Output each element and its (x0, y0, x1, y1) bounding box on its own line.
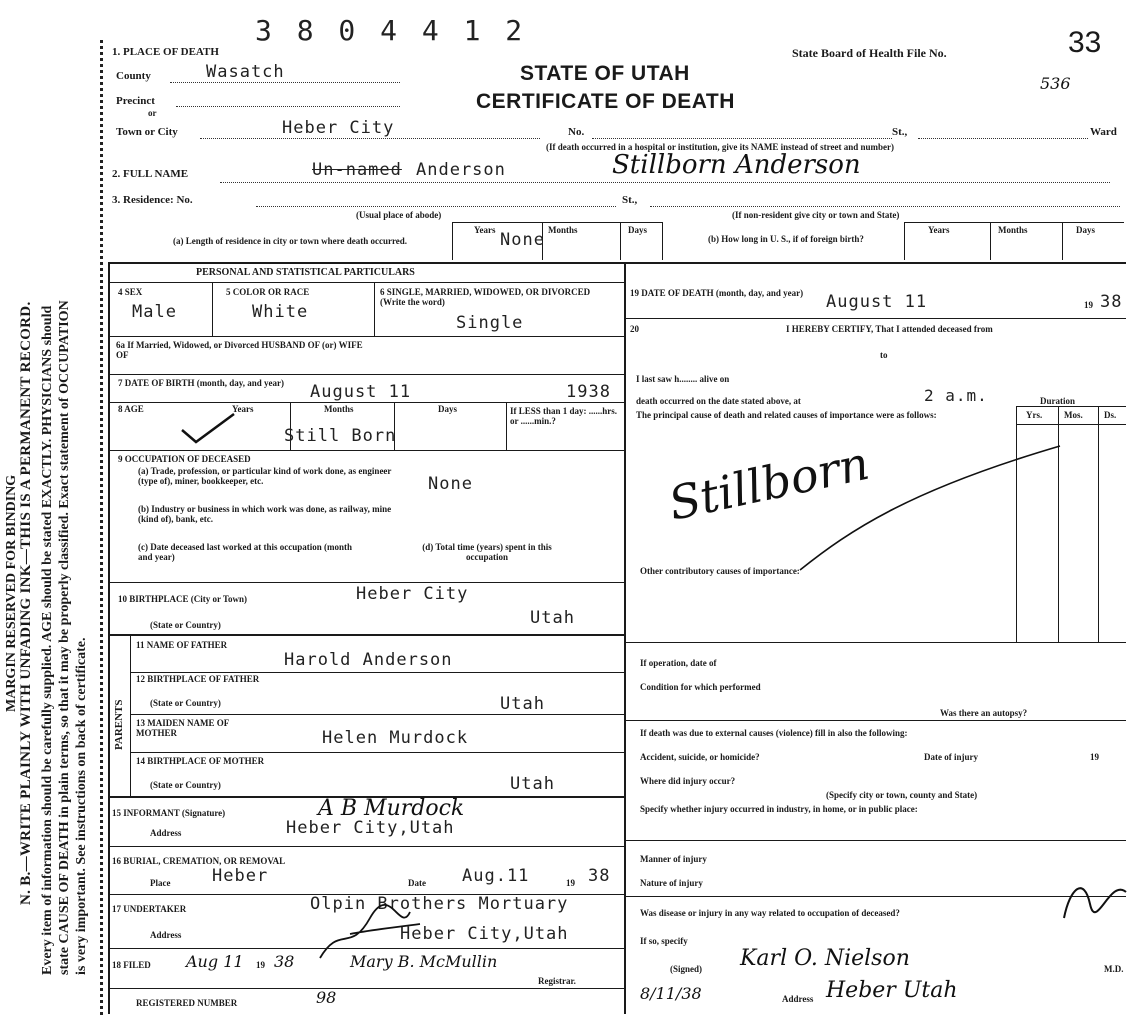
date-injury-label: Date of injury (924, 752, 978, 762)
certify-text: I HEREBY CERTIFY, That I attended deceased from (786, 324, 993, 334)
operation-label: If operation, date of (640, 658, 717, 668)
main-grid-top (108, 262, 1126, 264)
father-bp-state-label: (State or Country) (150, 698, 221, 708)
burial-date: Aug.11 (462, 866, 530, 886)
physician-address-label: Address (782, 994, 814, 1004)
specify-where-label: Specify whether injury occurred in industry, in home, or in public place: (640, 804, 918, 814)
age-years-hdr: Years (232, 404, 254, 414)
signed-label: (Signed) (670, 964, 703, 974)
regnum-label: REGISTERED NUMBER (136, 998, 238, 1008)
parents-label: PARENTS (113, 699, 125, 750)
marital-value: Single (456, 313, 524, 333)
occupation-value: None (428, 474, 473, 494)
manner-label: Manner of injury (640, 854, 707, 864)
place-of-death-label: 1. PLACE OF DEATH (112, 46, 219, 58)
occupation-d-label: (d) Total time (years) spent in this occupation (422, 542, 552, 562)
registrar-signature: Mary B. McMullin (350, 952, 498, 971)
md-label: M.D. (1104, 964, 1124, 974)
regnum-value: 98 (316, 988, 337, 1007)
us-length-label: (b) How long in U. S., if of foreign birth? (708, 234, 864, 244)
birthplace-label: 10 BIRTHPLACE (City or Town) (118, 594, 248, 604)
undertaker-label: 17 UNDERTAKER (112, 904, 187, 914)
physician-address: Heber Utah (826, 978, 958, 1003)
margin-binding-note: MARGIN RESERVED FOR BINDING (4, 474, 19, 712)
filed-label: 18 FILED (112, 960, 151, 970)
nature-label: Nature of injury (640, 878, 703, 888)
certify-number: 20 (630, 324, 639, 334)
father-label: 11 NAME OF FATHER (136, 640, 228, 650)
name-struck: Un-named (312, 160, 402, 180)
length-value: None (500, 230, 545, 250)
mother-label: 13 MAIDEN NAME OF MOTHER (136, 718, 229, 738)
certify-to-label: to (880, 350, 888, 360)
last-saw-text: I last saw h........ alive on (636, 374, 730, 384)
us-days-hdr: Days (1076, 225, 1096, 235)
age-label: 8 AGE (118, 404, 144, 414)
file-no-label: State Board of Health File No. (792, 46, 947, 60)
external-causes-label: If death was due to external causes (violence) fill in also the following: (640, 728, 908, 738)
sign-date: 8/11/38 (640, 984, 702, 1003)
us-years-hdr: Years (928, 225, 950, 235)
burial-label: 16 BURIAL, CREMATION, OR REMOVAL (112, 856, 286, 866)
occupation-a-label: (a) Trade, profession, or particular kind of work done, as engineer (type of), miner, bookkeeper, etc. (138, 466, 392, 486)
margin-permanent-note: N. B.—WRITE PLAINLY WITH UNFADING INK—THIS IS A PERMANENT RECORD. (18, 301, 34, 905)
father-bp-value: Utah (500, 694, 545, 714)
undertaker-address-label: Address (150, 930, 182, 940)
margin-instruction-2: state CAUSE OF DEATH in plain terms, so that it may be properly classified. Exact statement of OCCUPATION (57, 300, 72, 975)
birthplace-state: Utah (530, 608, 575, 628)
dob-value: August 11 (310, 382, 412, 402)
birthplace-city: Heber City (356, 584, 469, 604)
cause-strike-line (790, 440, 1070, 580)
hospital-note: (If death occurred in a hospital or institution, give its NAME instead of street and number) (546, 142, 895, 152)
dod-year-prefix: 19 (1084, 300, 1093, 310)
where-injury-label: Where did injury occur? (640, 776, 736, 786)
length-years-hdr: Years (474, 225, 496, 235)
name-handwritten: Stillborn Anderson (612, 150, 861, 180)
physician-signature: Karl O. Nielson (740, 946, 910, 971)
or-label: or (148, 108, 157, 118)
certificate-title: CERTIFICATE OF DEATH (476, 90, 735, 113)
burial-place: Heber (212, 866, 269, 886)
length-days-hdr: Days (628, 225, 648, 235)
informant-address-label: Address (150, 828, 182, 838)
filed-year-prefix: 19 (256, 960, 265, 970)
mother-value: Helen Murdock (322, 728, 469, 748)
age-less-note: If LESS than 1 day: ......hrs. or ......min.? (510, 406, 618, 426)
filed-year: 38 (274, 952, 295, 971)
registrar-label: Registrar. (538, 976, 576, 986)
death-occurred-text: death occurred on the date stated above, at (636, 396, 801, 406)
main-grid-divider (624, 262, 626, 1014)
residence-st-label: St., (622, 194, 638, 206)
dur-yrs: Yrs. (1026, 410, 1043, 420)
disease-related-label: Was disease or injury in any way related to occupation of deceased? (640, 908, 900, 918)
accident-label: Accident, suicide, or homicide? (640, 752, 760, 762)
name-typed: Anderson (416, 160, 506, 180)
dod-label: 19 DATE OF DEATH (month, day, and year) (630, 288, 804, 298)
binding-perforation (100, 40, 103, 1015)
personal-header: PERSONAL AND STATISTICAL PARTICULARS (196, 267, 415, 278)
length-months-hdr: Months (548, 225, 578, 235)
precinct-label: Precinct (116, 95, 155, 107)
margin-instruction-3: is very important. See instructions on back of certificate. (74, 637, 89, 975)
length-residence-label: (a) Length of residence in city or town where death occurred. (172, 236, 408, 246)
filed-date: Aug 11 (186, 952, 244, 971)
file-sub-number: 536 (1040, 74, 1071, 93)
cause-handwritten: Stillborn (664, 435, 874, 531)
occupation-c-label: (c) Date deceased last worked at this occupation (month and year) (138, 542, 352, 562)
duration-label: Duration (1040, 396, 1076, 406)
father-value: Harold Anderson (284, 650, 453, 670)
town-value: Heber City (282, 118, 395, 138)
occupation-label: 9 OCCUPATION OF DECEASED (118, 454, 251, 464)
informant-signature: A B Murdock (318, 796, 465, 821)
county-value: Wasatch (206, 62, 285, 82)
state-title: STATE OF UTAH (520, 62, 690, 85)
dur-mos: Mos. (1064, 410, 1083, 420)
ward-label: Ward (1090, 126, 1117, 138)
cause-text: The principal cause of death and related causes of importance were as follows: (636, 410, 937, 420)
condition-label: Condition for which performed (640, 682, 761, 692)
informant-label: 15 INFORMANT (Signature) (112, 808, 226, 818)
informant-address: Heber City,Utah (286, 818, 455, 838)
usual-abode-note: (Usual place of abode) (356, 210, 442, 220)
spouse-label: 6a If Married, Widowed, or Divorced HUSBAND OF (or) WIFE OF (116, 340, 363, 360)
sex-value: Male (132, 302, 177, 322)
file-number: 33 (1068, 26, 1102, 59)
county-label: County (116, 70, 151, 82)
age-months-hdr: Months (324, 404, 354, 414)
dob-year: 1938 (566, 382, 611, 402)
stamp-number: 3 8 0 4 4 1 2 (255, 14, 527, 47)
autopsy-label: Was there an autopsy? (940, 708, 1028, 718)
undertaker-address: Heber City,Utah (400, 924, 569, 944)
specify-city-note: (Specify city or town, county and State) (826, 790, 978, 800)
us-months-hdr: Months (998, 225, 1028, 235)
age-days-hdr: Days (438, 404, 458, 414)
burial-place-label: Place (150, 878, 171, 888)
age-check-mark (178, 410, 238, 446)
marital-label: 6 SINGLE, MARRIED, WIDOWED, OR DIVORCED (Write the word) (380, 287, 591, 307)
father-bp-label: 12 BIRTHPLACE OF FATHER (136, 674, 260, 684)
no-label: No. (568, 126, 585, 138)
occupation-b-label: (b) Industry or business in which work was done, as railway, mine (kind of), bank, etc. (138, 504, 392, 524)
st-label: St., (892, 126, 908, 138)
dod-value: August 11 (826, 292, 928, 312)
margin-instruction-1: Every item of information should be carefully supplied. AGE should be stated EXACTLY. PHYSICIANS should (40, 305, 55, 975)
injury-year-prefix: 19 (1090, 752, 1099, 762)
sex-label: 4 SEX (118, 287, 143, 297)
town-label: Town or City (116, 126, 178, 138)
burial-year: 38 (588, 866, 611, 886)
burial-year-prefix: 19 (566, 878, 575, 888)
mother-bp-label: 14 BIRTHPLACE OF MOTHER (136, 756, 265, 766)
other-causes-label: Other contributory causes of importance: (640, 566, 800, 576)
undertaker-value: Olpin Brothers Mortuary (310, 894, 569, 914)
full-name-label: 2. FULL NAME (112, 168, 189, 180)
dob-label: 7 DATE OF BIRTH (month, day, and year) (118, 378, 284, 388)
birthplace-state-label: (State or Country) (150, 620, 221, 630)
race-label: 5 COLOR OR RACE (226, 287, 310, 297)
mother-bp-state-label: (State or Country) (150, 780, 221, 790)
if-so-label: If so, specify (640, 936, 688, 946)
burial-date-label: Date (408, 878, 426, 888)
nonresident-note: (If non-resident give city or town and State) (732, 210, 900, 220)
mother-bp-value: Utah (510, 774, 555, 794)
dur-ds: Ds. (1104, 410, 1117, 420)
age-value: Still Born (284, 426, 397, 446)
residence-label: 3. Residence: No. (112, 194, 193, 206)
race-value: White (252, 302, 309, 322)
physician-initials-mark (1060, 868, 1130, 928)
dod-year: 38 (1100, 292, 1123, 312)
death-time: 2 a.m. (924, 386, 988, 405)
